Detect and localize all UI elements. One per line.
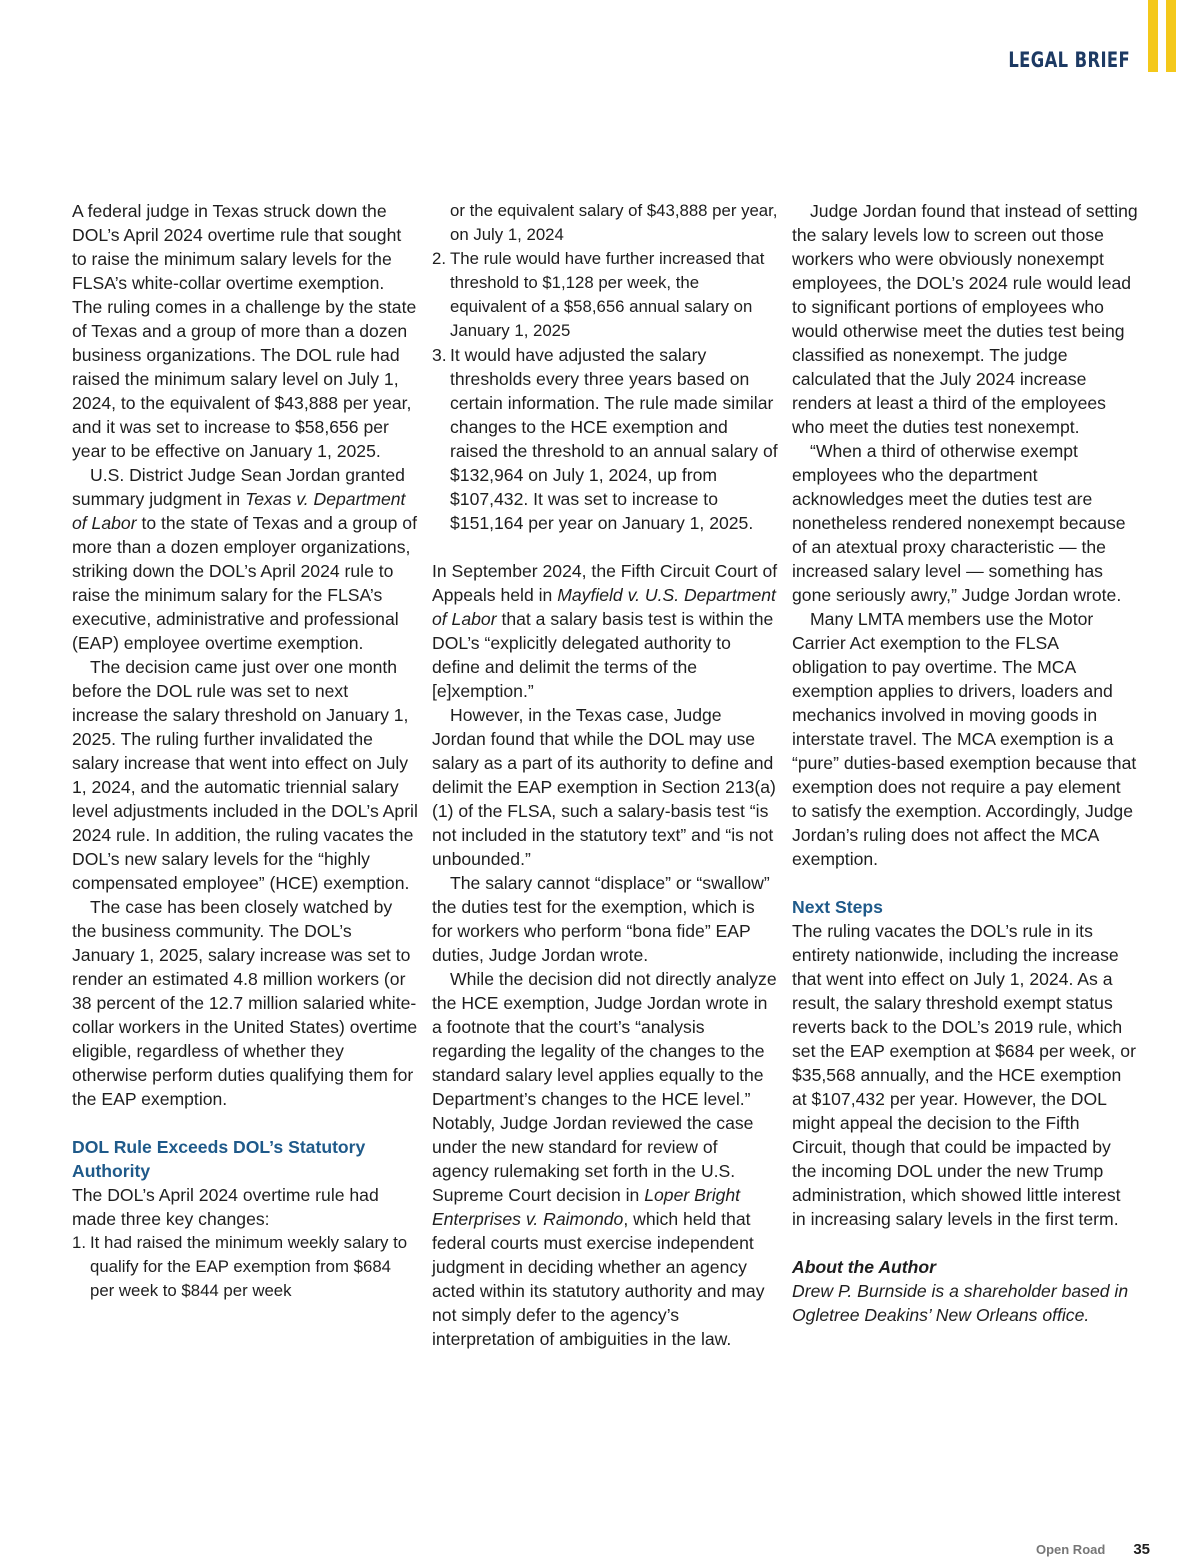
case-citation: Mayfield v. U.S. Department of Labor <box>432 585 776 629</box>
paragraph: The ruling vacates the DOL’s rule in its entirety nationwide, including the increase that went into effect on July 1, 2024. As a result, the salary threshold exempt status reverts back to the DOL’s 2019 rule, which set the EAP exemption at $684 per week, or $35,568 annually, and the HCE exemption at $107,432 per year. However, the DOL might appeal the decision to the Fifth Circuit, though that could be impacted by the incoming DOL under the new Trump administration, which showed little interest in increasing salary levels in the first term. <box>792 921 1136 1229</box>
list-number: 2. <box>432 249 446 268</box>
paragraph: The salary cannot “displace” or “swallow” the duties test for the exemption, which is for workers who perform “bona fide” EAP duties, Judge Jordan wrote. <box>432 873 770 965</box>
list-text: It would have adjusted the salary thresholds every three years based on certain information. The rule made similar changes to the HCE exemption and raised the threshold to an annual salary of $132,964 on July 1, 2024, up from $107,432. It was set to increase to $151,164 per year on January 1, 2025. <box>450 345 778 533</box>
text-run: to the state of Texas and a group of more than a dozen employer organizations, striking down the DOL’s April 2024 rule to raise the minimum salary for the FLSA’s executive, administrative and professional (EAP) employee overtime exemption. <box>72 513 417 653</box>
list-text: It had raised the minimum weekly salary to qualify for the EAP exemption from $684 per week to $844 per week <box>90 1233 408 1300</box>
section-heading: Next Steps <box>792 897 883 917</box>
article-column-2 <box>432 199 778 1351</box>
text-run: , which held that federal courts must exercise independent judgment in deciding whether an agency acted within its statutory authority and may not simply defer to the agency’s interpretation of ambiguities in the law. <box>432 1209 765 1349</box>
page-number: 35 <box>1133 1541 1150 1558</box>
text-run: Notably, Judge Jordan reviewed the case under the new standard for review of agency rulemaking set forth in the U.S. Supreme Court decision in <box>432 1113 754 1205</box>
author-heading: About the Author <box>792 1257 936 1277</box>
paragraph <box>72 463 418 655</box>
list-item <box>432 343 778 535</box>
case-citation: Texas v. Department of Labor <box>72 489 406 533</box>
section-heading: DOL Rule Exceeds DOL’s Statutory Authority <box>72 1137 366 1181</box>
spacer <box>792 1231 1138 1255</box>
list-item-continued <box>432 199 778 247</box>
publication-name: Open Road <box>1035 1542 1106 1557</box>
paragraph <box>432 1111 778 1351</box>
list-text: The rule would have further increased that threshold to $1,128 per week, the equivalent of a $58,656 annual salary on January 1, 2025 <box>450 249 765 340</box>
spacer <box>72 1111 418 1135</box>
paragraph: The case has been closely watched by the business community. The DOL’s January 1, 2025, salary increase was set to render an estimated 4.8 million workers (or 38 percent of the 12.7 million salaried white-collar workers in the United States) overtime eligible, regardless of whether they otherwise perform duties qualifying them for the EAP exemption. <box>72 897 418 1109</box>
paragraph: The DOL’s April 2024 overtime rule had made three key changes: <box>72 1185 379 1229</box>
case-citation: Loper Bright Enterprises v. Raimondo <box>432 1185 741 1229</box>
list-text: or the equivalent salary of $43,888 per year, on July 1, 2024 <box>450 201 778 244</box>
author-bio: Drew P. Burnside is a shareholder based in Ogletree Deakins’ New Orleans office. <box>792 1281 1129 1325</box>
paragraph: While the decision did not directly analyze the HCE exemption, Judge Jordan wrote in a footnote that the court’s “analysis regarding the legality of the changes to the standard salary level applies equally to the Department’s changes to the HCE level.” <box>432 969 777 1109</box>
paragraph: Many LMTA members use the Motor Carrier Act exemption to the FLSA obligation to pay overtime. The MCA exemption applies to drivers, loaders and mechanics involved in moving goods in interstate travel. The MCA exemption is a “pure” duties-based exemption because that exemption does not require a pay element to satisfy the exemption. Accordingly, Judge Jordan’s ruling does not affect the MCA exemption. <box>792 609 1137 869</box>
accent-bar-left <box>1148 0 1158 72</box>
paragraph: A federal judge in Texas struck down the DOL’s April 2024 overtime rule that sought to raise the minimum salary levels for the FLSA’s white-collar overtime exemption. The ruling comes in a challenge by the state of Texas and a group of more than a dozen business organizations. The DOL rule had raised the minimum salary level on July 1, 2024, to the equivalent of $43,888 per year, and it was set to increase to $58,656 per year to be effective on January 1, 2025. <box>72 201 417 461</box>
list-item <box>432 247 778 343</box>
paragraph: The decision came just over one month before the DOL rule was set to next increase the salary threshold on January 1, 2025. The ruling further invalidated the salary increase that went into effect on July 1, 2024, and the automatic triennial salary level adjustments included in the DOL’s April 2024 rule. In addition, the ruling vacates the DOL’s new salary levels for the “highly compensated employee” (HCE) exemption. <box>72 657 418 893</box>
list-number-spacer <box>432 199 450 247</box>
page-footer <box>1036 1541 1150 1558</box>
section-label: LEGAL BRIEF <box>1008 48 1130 72</box>
article-column-3 <box>792 199 1138 1327</box>
paragraph: Judge Jordan found that instead of setting the salary levels low to screen out those workers who were obviously nonexempt employees, the DOL’s 2024 rule would lead to significant portions of employees who would otherwise meet the duties test being classified as nonexempt. The judge calculated that the July 2024 increase renders at least a third of the employees who meet the duties test nonexempt. <box>792 201 1138 437</box>
list-item <box>72 1231 418 1303</box>
paragraph: “When a third of otherwise exempt employees who the department acknowledges meet the duties test are nonetheless rendered nonexempt because of an atextual proxy characteristic — the increased salary level — something has gone seriously awry,” Judge Jordan wrote. <box>792 441 1126 605</box>
text-run: In September 2024, the Fifth Circuit Court of Appeals held in <box>432 561 778 605</box>
paragraph <box>432 559 778 703</box>
spacer <box>792 871 1138 895</box>
list-number: 1. <box>72 1233 86 1252</box>
text-run: that a salary basis test is within the DOL’s “explicitly delegated authority to define and delimit the terms of the [e]xemption.” <box>432 609 774 701</box>
text-run: U.S. District Judge Sean Jordan granted summary judgment in <box>72 465 405 509</box>
paragraph: However, in the Texas case, Judge Jordan found that while the DOL may use salary as a part of its authority to define and delimit the EAP exemption in Section 213(a)(1) of the FLSA, such a salary-basis test “is not included in the statutory text” and “is not unbounded.” <box>432 705 776 869</box>
list-number: 3. <box>432 345 447 365</box>
accent-bar-right <box>1166 0 1176 72</box>
article-column-1 <box>72 199 418 1303</box>
spacer <box>432 535 778 559</box>
